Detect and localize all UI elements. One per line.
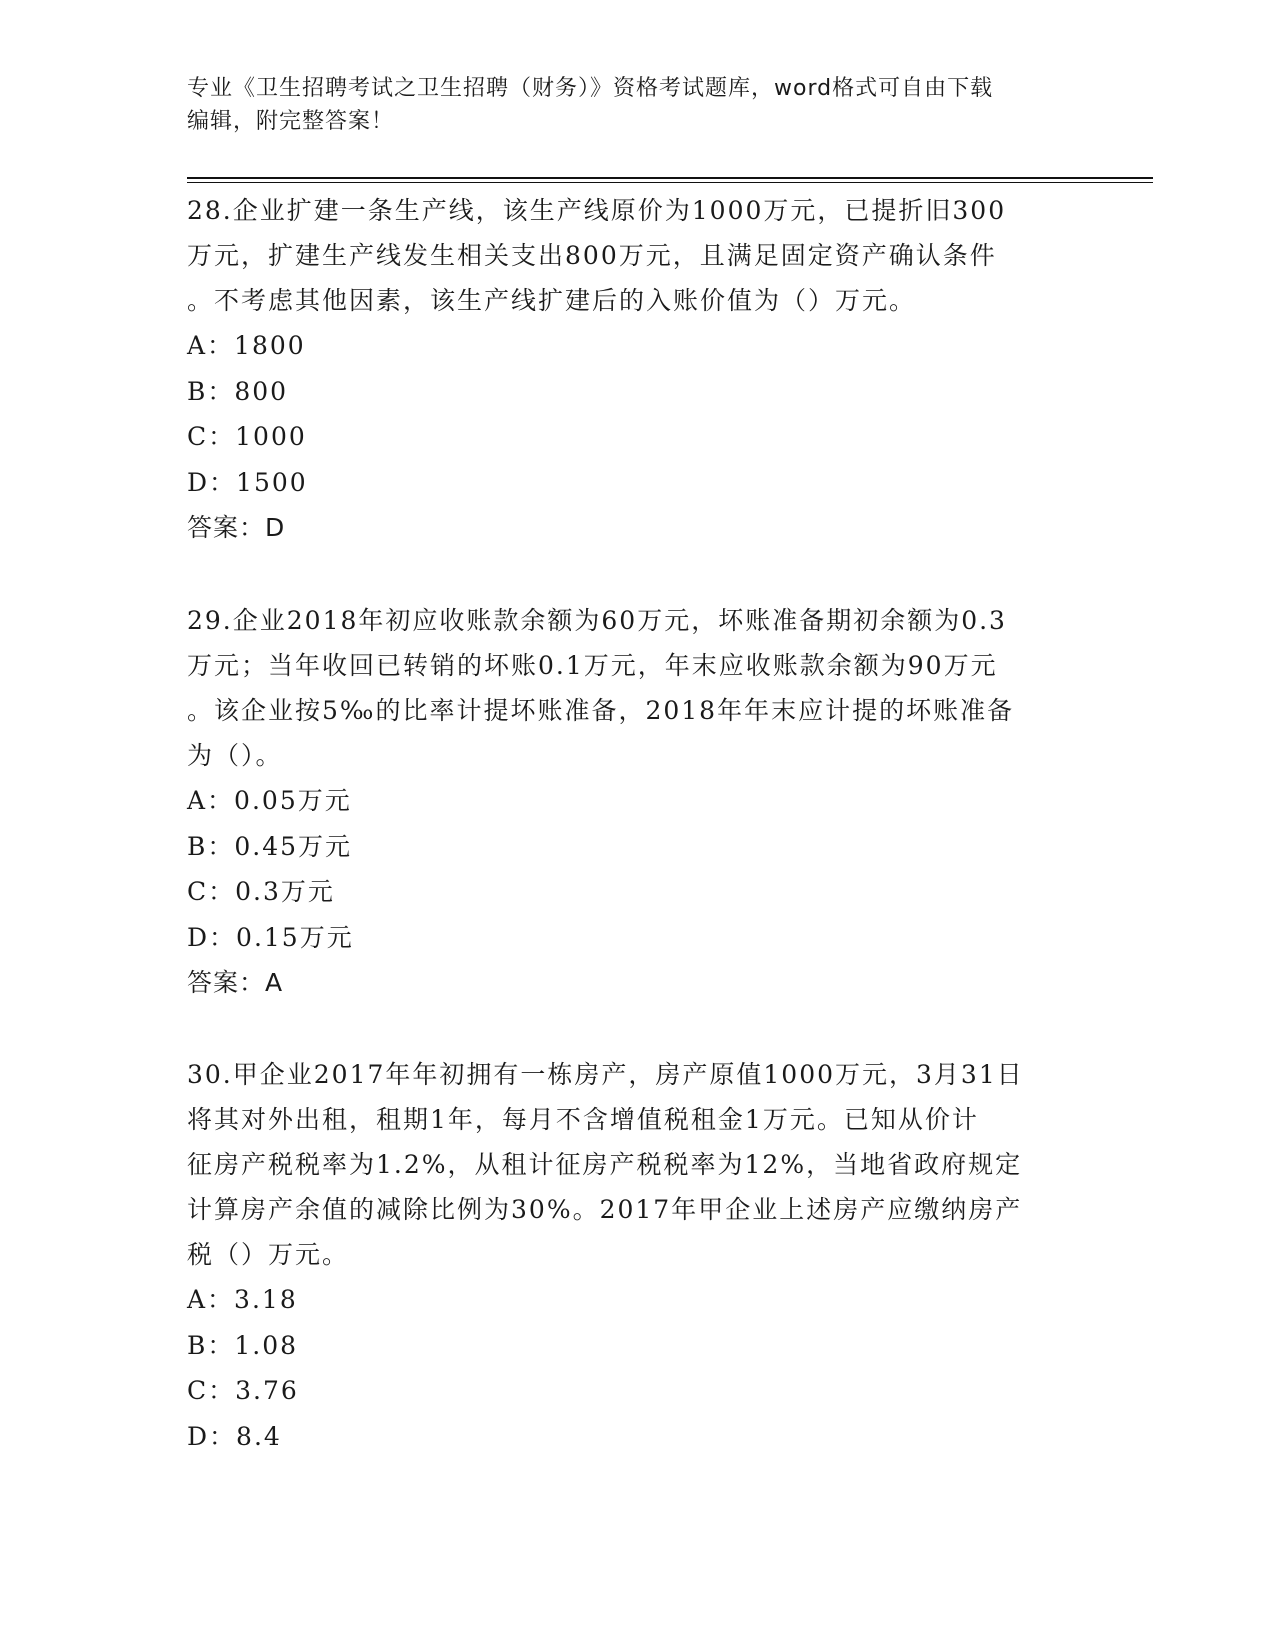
question-line: 将其对外出租，租期1年，每月不含增值税租金1万元。已知从价计 [187,1105,979,1134]
option-d: D：1500 [187,467,308,497]
question-text [187,1052,1087,1277]
header-divider-thick [187,177,1153,179]
question-line: 万元；当年收回已转销的坏账0.1万元，年末应收账款余额为90万元 [187,651,998,680]
question-line: 征房产税税率为1.2%，从租计征房产税税率为12%，当地省政府规定 [187,1150,1023,1179]
document-header [187,72,1087,138]
option-a: A：0.05万元 [187,786,352,815]
option-b: B：800 [187,376,289,406]
option-a: A：1800 [187,331,306,360]
option-c: C：0.3万元 [187,877,335,906]
question-line: 28.企业扩建一条生产线，该生产线原价为1000万元，已提折旧300 [187,196,1007,225]
option-d: D：0.15万元 [187,922,354,952]
question-text [187,598,1087,778]
answer: 答案：D [187,513,286,542]
header-divider-thin [187,182,1153,183]
option-c: C：1000 [187,422,307,451]
question-line: 30.甲企业2017年年初拥有一栋房产，房产原值1000万元，3月31日 [187,1060,1024,1089]
answer: 答案：A [187,968,284,997]
option-a: A：3.18 [187,1285,298,1314]
option-b: B：0.45万元 [187,831,353,861]
question-30 [187,1052,1087,1459]
header-line-2: 编辑，附完整答案！ [187,109,395,134]
question-line: 29.企业2018年初应收账款余额为60万元，坏账准备期初余额为0.3 [187,606,1007,635]
question-line: 万元，扩建生产线发生相关支出800万元，且满足固定资产确认条件 [187,241,997,270]
option-d: D：8.4 [187,1421,282,1451]
question-29 [187,598,1087,1005]
option-c: C：3.76 [187,1376,299,1405]
question-line: 。该企业按5‰的比率计提坏账准备，2018年年末应计提的坏账准备 [187,696,1015,725]
question-line: 税（）万元。 [187,1240,350,1269]
option-b: B：1.08 [187,1330,299,1360]
question-line: 。不考虑其他因素，该生产线扩建后的入账价值为（）万元。 [187,286,917,315]
header-line-1: 专业《卫生招聘考试之卫生招聘（财务）》资格考试题库，word格式可自由下载 [187,76,994,101]
question-28 [187,188,1087,550]
question-line: 为（）。 [187,741,283,770]
question-line: 计算房产余值的减除比例为30%。2017年甲企业上述房产应缴纳房产 [187,1195,1023,1224]
question-text [187,188,1087,323]
